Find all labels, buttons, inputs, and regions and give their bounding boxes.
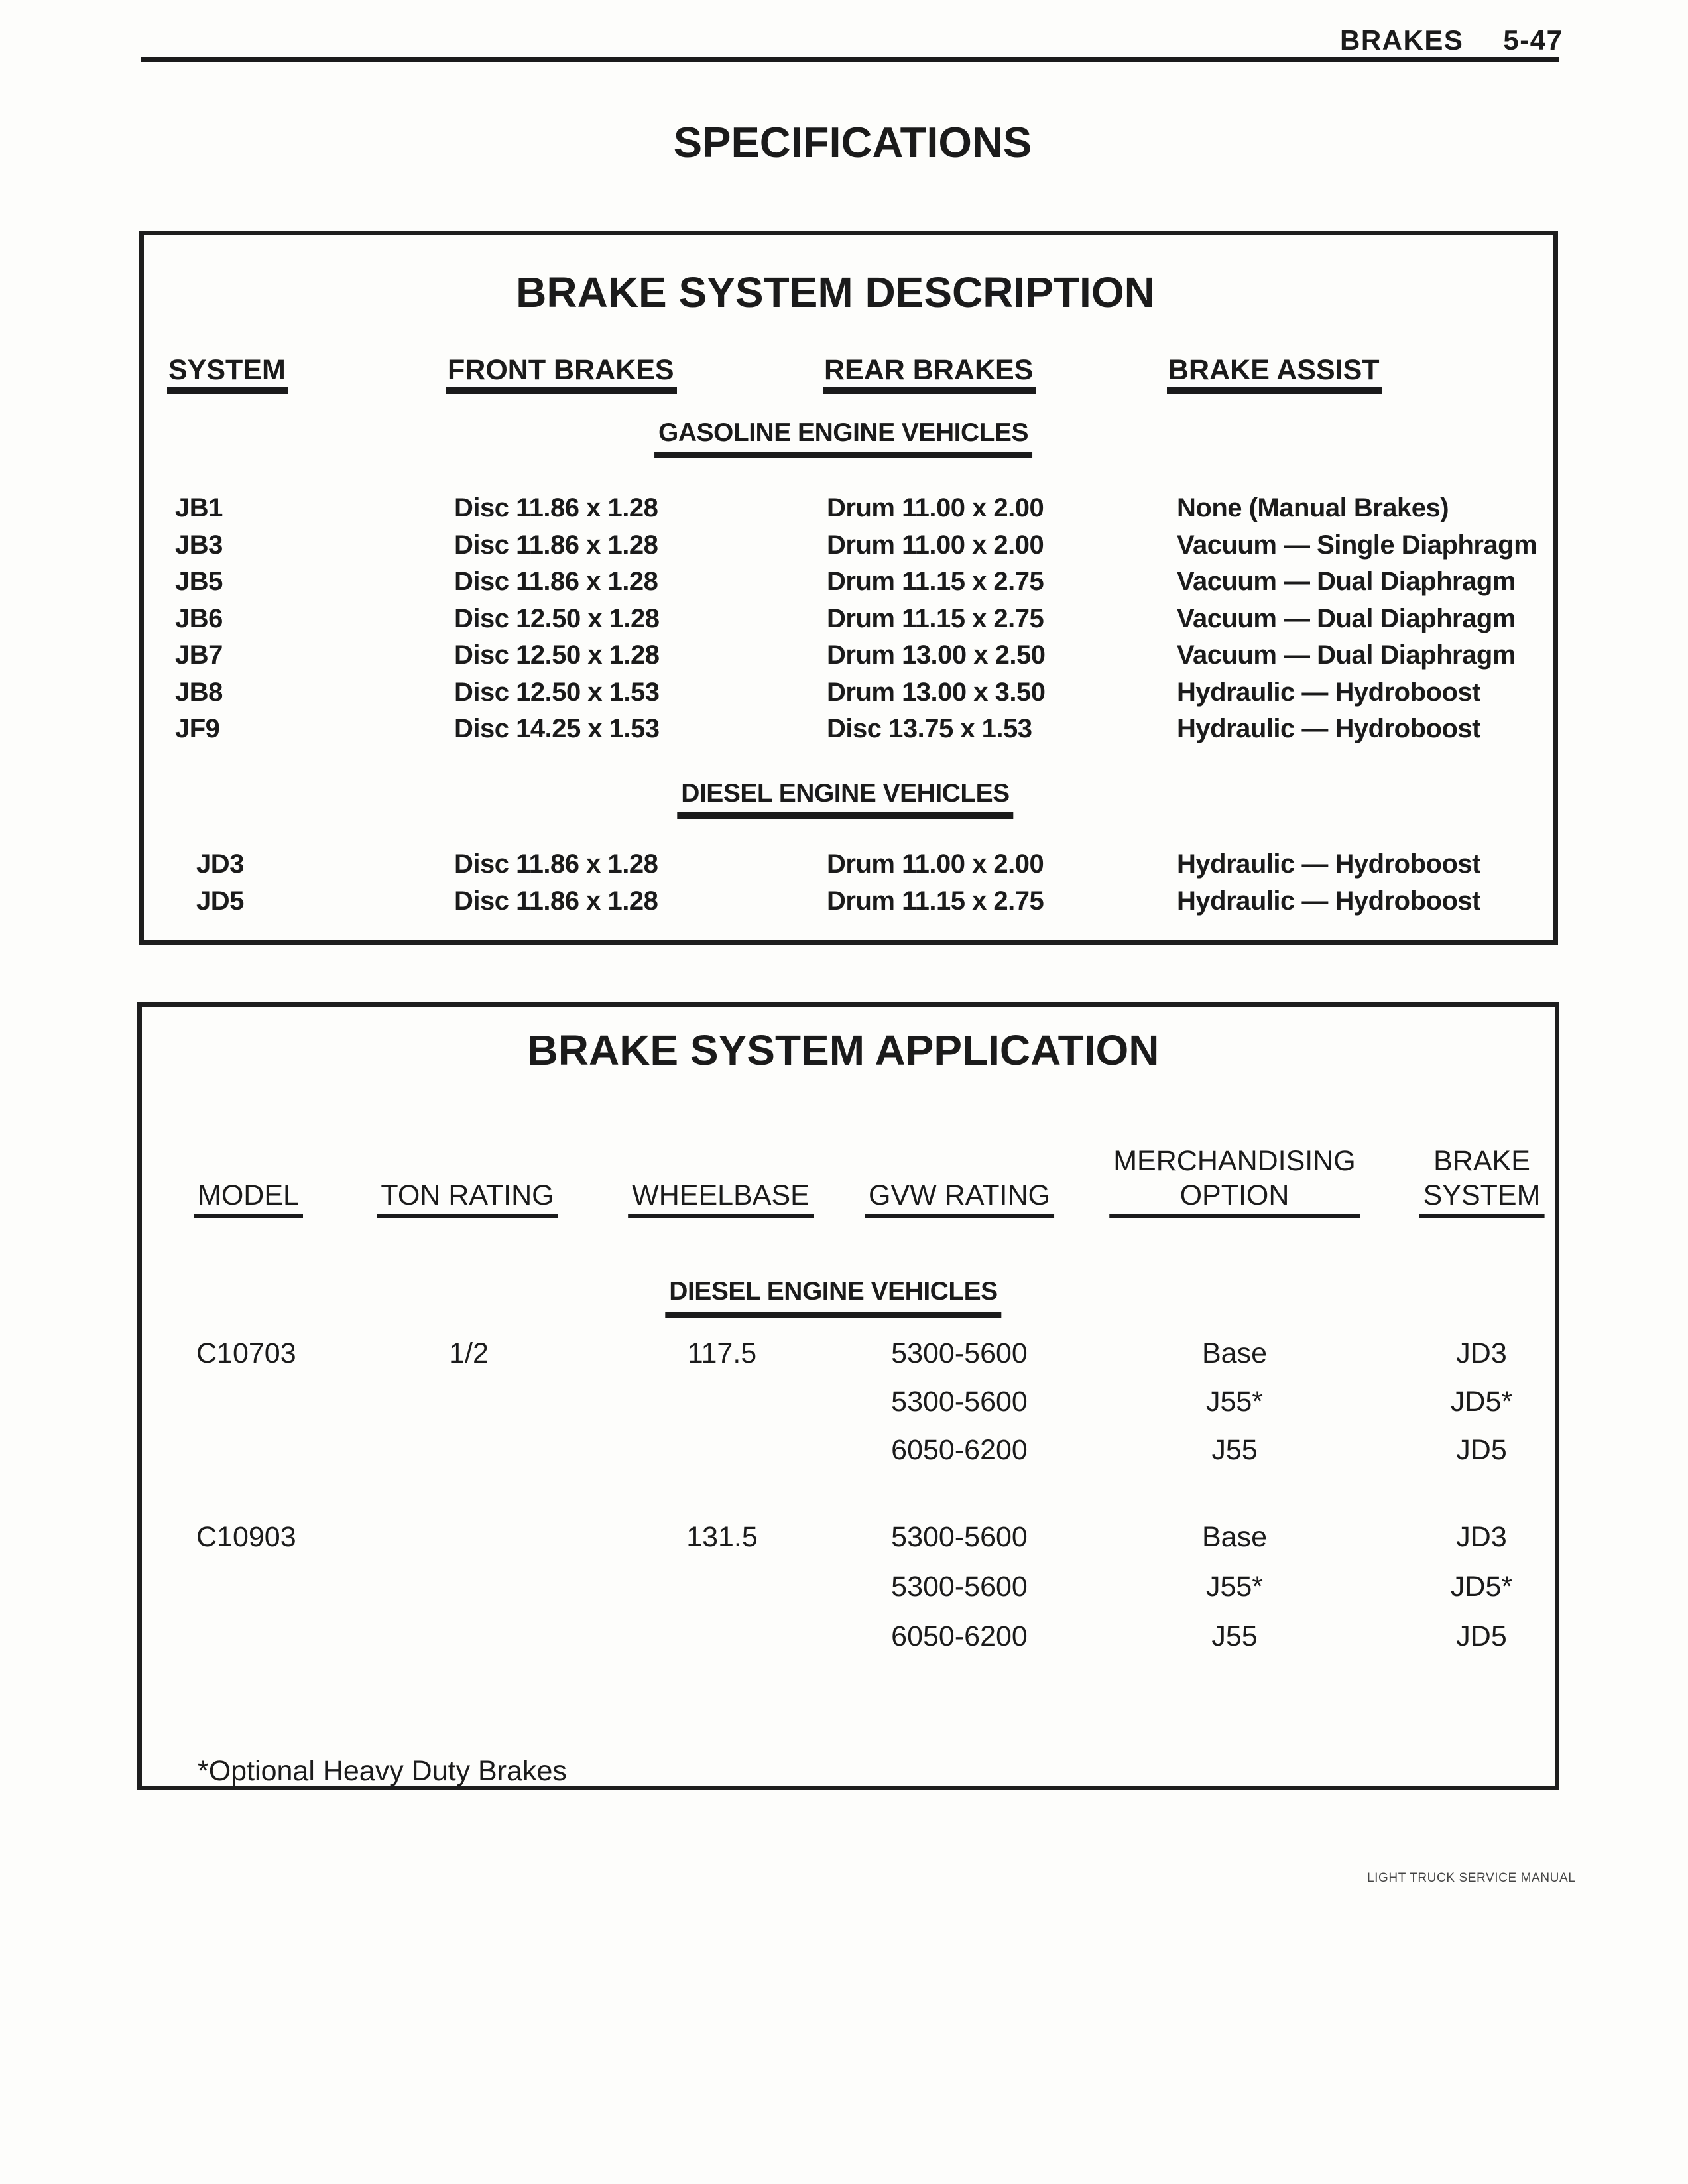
table-row xyxy=(142,1612,1545,1662)
footnote: *Optional Heavy Duty Brakes xyxy=(198,1755,567,1787)
cell-rear-brakes: Drum 13.00 x 2.50 xyxy=(827,640,1046,670)
column-header-front-brakes: FRONT BRAKES xyxy=(446,353,677,394)
cell-brake-assist: None (Manual Brakes) xyxy=(1177,493,1449,522)
cell-system: JD5 xyxy=(196,886,244,916)
cell-model xyxy=(196,1612,361,1662)
cell-system: JB5 xyxy=(175,567,223,596)
cell-brake-assist: Hydraulic — Hydroboost xyxy=(1177,714,1480,743)
cell-merchandising-option: Base xyxy=(1201,1337,1267,1369)
page-title: SPECIFICATIONS xyxy=(673,118,1032,166)
table-row xyxy=(142,1562,1545,1612)
description-table-title: BRAKE SYSTEM DESCRIPTION xyxy=(516,269,1155,316)
table-row xyxy=(142,1426,1545,1475)
cell-rear-brakes: Drum 11.15 x 2.75 xyxy=(827,886,1044,916)
table-row xyxy=(144,601,1544,638)
cell-ton-rating xyxy=(361,1612,577,1662)
page-footer: LIGHT TRUCK SERVICE MANUAL xyxy=(1367,1871,1576,1885)
cell-merchandising-option: J55* xyxy=(1205,1386,1264,1418)
cell-system: JB7 xyxy=(175,640,223,670)
cell-system: JB1 xyxy=(175,493,223,522)
cell-model: C10703 xyxy=(196,1337,296,1369)
header-rule xyxy=(141,57,1559,62)
cell-gvw-rating: 5300-5600 xyxy=(891,1571,1028,1603)
table-row xyxy=(144,711,1544,748)
cell-rear-brakes: Drum 11.00 x 2.00 xyxy=(827,849,1044,879)
cell-system: JD3 xyxy=(196,849,244,879)
cell-brake-assist: Vacuum — Dual Diaphragm xyxy=(1177,603,1516,633)
cell-merchandising-option: J55 xyxy=(1211,1620,1258,1652)
cell-brake-system: JD5 xyxy=(1456,1434,1507,1466)
table-row xyxy=(144,564,1544,601)
cell-rear-brakes: Drum 13.00 x 3.50 xyxy=(827,677,1046,707)
column-header-rear-brakes: REAR BRAKES xyxy=(823,353,1036,394)
cell-brake-assist: Hydraulic — Hydroboost xyxy=(1177,849,1480,879)
cell-brake-assist: Vacuum — Dual Diaphragm xyxy=(1177,567,1516,596)
table-row xyxy=(142,1378,1545,1426)
application-rows-c10903 xyxy=(142,1512,1545,1662)
section-heading-gasoline xyxy=(654,416,1032,458)
table-row xyxy=(144,490,1544,527)
cell-brake-assist: Hydraulic — Hydroboost xyxy=(1177,886,1480,916)
cell-brake-system: JD5* xyxy=(1450,1386,1513,1418)
table-row xyxy=(144,674,1544,711)
cell-rear-brakes: Drum 11.15 x 2.75 xyxy=(827,603,1044,633)
cell-wheelbase xyxy=(577,1562,867,1612)
cell-wheelbase xyxy=(577,1612,867,1662)
cell-front-brakes: Disc 14.25 x 1.53 xyxy=(454,714,660,743)
cell-system: JB8 xyxy=(175,677,223,707)
cell-rear-brakes: Drum 11.15 x 2.75 xyxy=(827,567,1044,596)
cell-front-brakes: Disc 11.86 x 1.28 xyxy=(454,849,658,879)
cell-merchandising-option: Base xyxy=(1201,1521,1267,1553)
cell-wheelbase xyxy=(577,1378,867,1426)
column-header-ton-rating: TON RATING xyxy=(377,1178,558,1218)
cell-gvw-rating: 5300-5600 xyxy=(891,1521,1028,1553)
cell-ton-rating: 1/2 xyxy=(449,1337,489,1369)
table-row xyxy=(142,1329,1545,1378)
cell-brake-system: JD3 xyxy=(1456,1521,1507,1553)
column-header-merchandising-option: MERCHANDISING OPTION xyxy=(1109,1144,1360,1218)
table-row xyxy=(144,845,1544,882)
section-heading-gasoline-label: GASOLINE ENGINE VEHICLES xyxy=(654,416,1032,458)
cell-brake-system: JD5* xyxy=(1450,1571,1513,1603)
table-row xyxy=(144,637,1544,674)
cell-brake-assist: Vacuum — Single Diaphragm xyxy=(1177,530,1537,560)
cell-system: JB6 xyxy=(175,603,223,633)
diesel-rows xyxy=(144,845,1544,920)
running-header xyxy=(1340,24,1563,57)
cell-front-brakes: Disc 11.86 x 1.28 xyxy=(454,530,658,560)
cell-front-brakes: Disc 11.86 x 1.28 xyxy=(454,567,658,596)
section-heading-diesel-label: DIESEL ENGINE VEHICLES xyxy=(677,776,1013,819)
column-header-brake-system: BRAKE SYSTEM xyxy=(1419,1144,1545,1218)
cell-gvw-rating: 6050-6200 xyxy=(891,1434,1028,1466)
cell-front-brakes: Disc 12.50 x 1.28 xyxy=(454,603,660,633)
brake-system-application-table xyxy=(137,1002,1559,1790)
column-header-system: SYSTEM xyxy=(167,353,288,394)
column-header-model: MODEL xyxy=(194,1178,303,1218)
cell-ton-rating xyxy=(361,1426,577,1475)
cell-system: JB3 xyxy=(175,530,223,560)
table-row xyxy=(142,1512,1545,1562)
cell-ton-rating xyxy=(361,1562,577,1612)
cell-wheelbase xyxy=(577,1426,867,1475)
brake-system-description-table xyxy=(139,231,1558,945)
cell-brake-system: JD3 xyxy=(1456,1337,1507,1369)
cell-rear-brakes: Disc 13.75 x 1.53 xyxy=(827,714,1032,743)
cell-brake-assist: Hydraulic — Hydroboost xyxy=(1177,677,1480,707)
cell-rear-brakes: Drum 11.00 x 2.00 xyxy=(827,530,1044,560)
cell-front-brakes: Disc 12.50 x 1.28 xyxy=(454,640,660,670)
table-row xyxy=(144,882,1544,920)
cell-model xyxy=(196,1426,361,1475)
cell-brake-assist: Vacuum — Dual Diaphragm xyxy=(1177,640,1516,670)
table-row xyxy=(144,527,1544,564)
cell-system: JF9 xyxy=(175,714,220,743)
cell-ton-rating xyxy=(361,1378,577,1426)
section-heading-diesel xyxy=(665,1274,1001,1318)
application-table-title: BRAKE SYSTEM APPLICATION xyxy=(527,1026,1160,1074)
column-header-brake-assist: BRAKE ASSIST xyxy=(1167,353,1382,394)
column-header-wheelbase: WHEELBASE xyxy=(628,1178,814,1218)
cell-brake-system: JD5 xyxy=(1456,1620,1507,1652)
cell-ton-rating xyxy=(361,1512,577,1562)
cell-model xyxy=(196,1562,361,1612)
section-heading-diesel-label: DIESEL ENGINE VEHICLES xyxy=(665,1274,1001,1318)
application-rows-c10703 xyxy=(142,1329,1545,1475)
cell-wheelbase: 117.5 xyxy=(687,1337,757,1369)
cell-front-brakes: Disc 12.50 x 1.53 xyxy=(454,677,660,707)
running-header-page-number: 5-47 xyxy=(1503,25,1563,56)
section-heading-diesel xyxy=(677,776,1013,819)
running-header-section: BRAKES xyxy=(1340,25,1464,56)
cell-merchandising-option: J55* xyxy=(1205,1571,1264,1603)
cell-wheelbase: 131.5 xyxy=(686,1521,758,1553)
gasoline-rows xyxy=(144,490,1544,748)
cell-rear-brakes: Drum 11.00 x 2.00 xyxy=(827,493,1044,522)
column-header-gvw-rating: GVW RATING xyxy=(865,1178,1054,1218)
cell-model: C10903 xyxy=(196,1521,296,1553)
cell-front-brakes: Disc 11.86 x 1.28 xyxy=(454,493,658,522)
cell-model xyxy=(196,1378,361,1426)
cell-merchandising-option: J55 xyxy=(1211,1434,1258,1466)
cell-gvw-rating: 6050-6200 xyxy=(891,1620,1028,1652)
cell-front-brakes: Disc 11.86 x 1.28 xyxy=(454,886,658,916)
cell-gvw-rating: 5300-5600 xyxy=(891,1386,1028,1418)
cell-gvw-rating: 5300-5600 xyxy=(891,1337,1028,1369)
